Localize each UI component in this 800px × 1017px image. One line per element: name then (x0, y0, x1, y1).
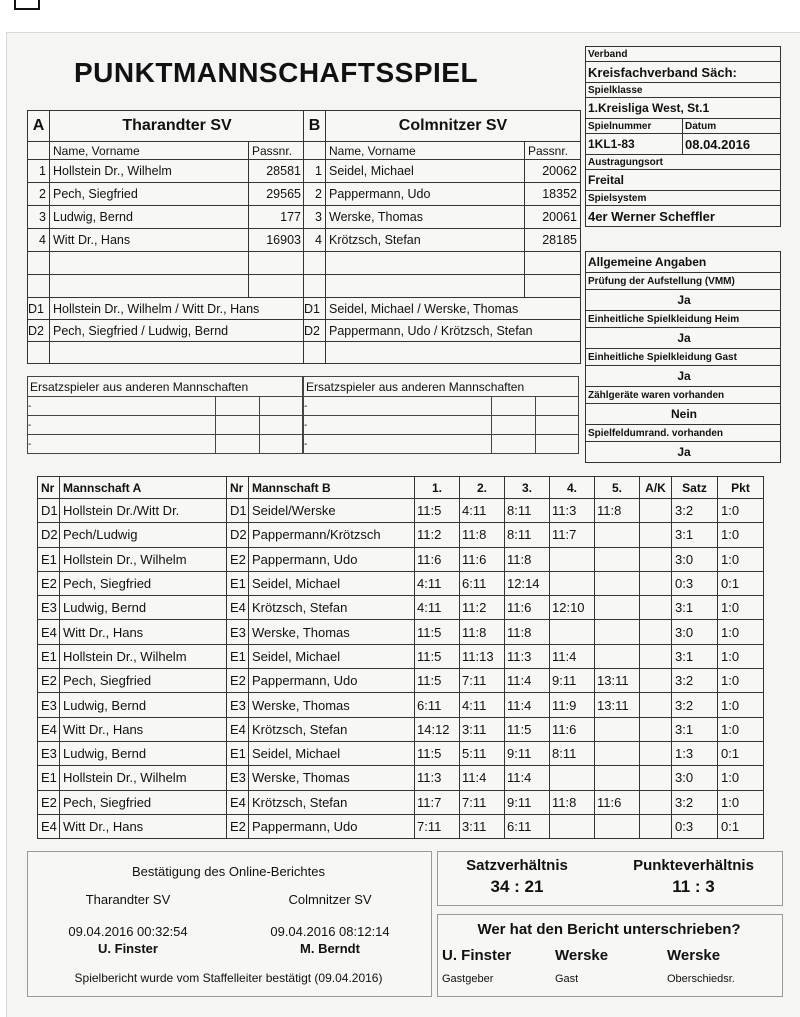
ak (640, 669, 672, 693)
player-name: Witt Dr., Hans (50, 229, 249, 252)
points: 0:1 (718, 571, 764, 595)
sets-total: 3:0 (672, 766, 718, 790)
set-3: 11:4 (505, 669, 550, 693)
set-3: 9:11 (505, 741, 550, 765)
match-nr-a: E2 (38, 571, 60, 595)
set-4 (550, 620, 595, 644)
player-b: Pappermann/Krötzsch (249, 523, 415, 547)
player-b: Krötzsch, Stefan (249, 717, 415, 741)
points: 1:0 (718, 620, 764, 644)
sets-total: 3:2 (672, 693, 718, 717)
set-3: 11:6 (505, 596, 550, 620)
verband-value: Kreisfachverband Säch: (586, 62, 781, 83)
results-body (38, 477, 764, 839)
signed-guest-name: Werske (555, 947, 609, 964)
player-b: Pappermann, Udo (249, 814, 415, 838)
results-header: 4. (550, 477, 595, 499)
corner-mark (14, 0, 40, 10)
player-num: 2 (304, 183, 326, 206)
player-pass: 20061 (525, 206, 581, 229)
general-item-label: Zählgeräte waren vorhanden (586, 387, 781, 404)
match-nr-a: E3 (38, 693, 60, 717)
ak (640, 766, 672, 790)
result-row (38, 523, 764, 547)
sub-dash: - (304, 416, 492, 435)
points: 1:0 (718, 523, 764, 547)
sets-total: 3:0 (672, 547, 718, 571)
match-nr-a: D2 (38, 523, 60, 547)
match-nr-b: E3 (227, 766, 249, 790)
player-a: Hollstein Dr., Wilhelm (60, 644, 227, 668)
ak (640, 741, 672, 765)
general-item-value: Ja (586, 290, 781, 311)
sets-total: 3:2 (672, 669, 718, 693)
set-3: 8:11 (505, 523, 550, 547)
player-a: Ludwig, Bernd (60, 741, 227, 765)
set-5 (595, 717, 640, 741)
substitutes-header: Ersatzspieler aus anderen Mannschaften (304, 377, 579, 397)
result-row (38, 790, 764, 814)
points: 0:1 (718, 741, 764, 765)
set-3: 11:4 (505, 693, 550, 717)
set-1: 4:11 (415, 596, 460, 620)
player-a: Pech/Ludwig (60, 523, 227, 547)
match-nr-b: D2 (227, 523, 249, 547)
set-4 (550, 766, 595, 790)
match-nr-a: E3 (38, 741, 60, 765)
general-item-label: Einheitliche Spielkleidung Gast (586, 349, 781, 366)
team-a-label: A (28, 111, 50, 142)
set-5: 11:6 (595, 790, 640, 814)
player-a: Hollstein Dr., Wilhelm (60, 766, 227, 790)
confirm-team-a: Tharandter SV (85, 892, 171, 907)
sets-total: 1:3 (672, 741, 718, 765)
results-header: 1. (415, 477, 460, 499)
player-name: Pech, Siegfried (50, 183, 249, 206)
substitutes-header: Ersatzspieler aus anderen Mannschaften (28, 377, 303, 397)
player-name: Hollstein Dr., Wilhelm (50, 160, 249, 183)
sets-total: 3:0 (672, 620, 718, 644)
signed-host-label: Gastgeber (442, 973, 494, 985)
ak (640, 717, 672, 741)
ak (640, 644, 672, 668)
result-row (38, 547, 764, 571)
general-item-label: Einheitliche Spielkleidung Heim (586, 311, 781, 328)
points: 1:0 (718, 669, 764, 693)
general-header: Allgemeine Angaben (586, 252, 781, 273)
confirmation-title: Bestätigung des Online-Berichtes (132, 864, 325, 879)
result-row (38, 669, 764, 693)
player-a: Pech, Siegfried (60, 790, 227, 814)
player-num: 4 (304, 229, 326, 252)
result-row (38, 596, 764, 620)
double-code: D2 (28, 320, 50, 342)
set-1: 11:3 (415, 766, 460, 790)
double-names: Hollstein Dr., Wilhelm / Witt Dr., Hans (50, 298, 305, 320)
set-4: 11:8 (550, 790, 595, 814)
datum-label: Datum (683, 119, 781, 134)
results-header: 5. (595, 477, 640, 499)
results-header: Nr (227, 477, 249, 499)
player-b: Seidel, Michael (249, 571, 415, 595)
set-1: 11:5 (415, 620, 460, 644)
match-nr-b: E4 (227, 596, 249, 620)
player-a: Ludwig, Bernd (60, 693, 227, 717)
team-b-substitutes (303, 376, 579, 454)
set-4: 8:11 (550, 741, 595, 765)
match-nr-b: E4 (227, 717, 249, 741)
player-pass: 20062 (525, 160, 581, 183)
player-num: 3 (28, 206, 50, 229)
player-name: Krötzsch, Stefan (326, 229, 525, 252)
set-5 (595, 620, 640, 644)
spielklasse-value: 1.Kreisliga West, St.1 (586, 98, 781, 119)
set-5: 11:8 (595, 499, 640, 523)
match-nr-a: E1 (38, 766, 60, 790)
match-nr-b: D1 (227, 499, 249, 523)
set-2: 11:8 (460, 523, 505, 547)
confirm-time-a: 09.04.2016 00:32:54 (68, 924, 188, 939)
match-nr-b: E1 (227, 571, 249, 595)
player-pass: 28185 (525, 229, 581, 252)
set-1: 7:11 (415, 814, 460, 838)
set-4: 11:3 (550, 499, 595, 523)
ak (640, 693, 672, 717)
result-row (38, 571, 764, 595)
sets-total: 0:3 (672, 814, 718, 838)
team-b-col-name: Name, Vorname (326, 142, 525, 160)
ak (640, 814, 672, 838)
set-3: 12:14 (505, 571, 550, 595)
team-a-col-name: Name, Vorname (50, 142, 249, 160)
sub-dash: - (304, 397, 492, 416)
general-item-value: Ja (586, 328, 781, 349)
player-name: Werske, Thomas (326, 206, 525, 229)
player-b: Werske, Thomas (249, 620, 415, 644)
player-b: Pappermann, Udo (249, 547, 415, 571)
results-header: Mannschaft B (249, 477, 415, 499)
player-num: 4 (28, 229, 50, 252)
team-a-table (27, 110, 305, 364)
datum-value: 08.04.2016 (683, 134, 781, 155)
results-table (37, 476, 764, 839)
player-num: 3 (304, 206, 326, 229)
points: 1:0 (718, 693, 764, 717)
player-a: Pech, Siegfried (60, 669, 227, 693)
player-b: Werske, Thomas (249, 693, 415, 717)
match-nr-a: E3 (38, 596, 60, 620)
set-2: 7:11 (460, 790, 505, 814)
set-1: 11:5 (415, 741, 460, 765)
player-name: Seidel, Michael (326, 160, 525, 183)
set-2: 4:11 (460, 693, 505, 717)
result-row (38, 499, 764, 523)
points: 1:0 (718, 596, 764, 620)
player-a: Witt Dr., Hans (60, 717, 227, 741)
team-a-name: Tharandter SV (50, 111, 305, 142)
set-5 (595, 523, 640, 547)
player-num: 1 (28, 160, 50, 183)
points: 1:0 (718, 644, 764, 668)
match-nr-a: E1 (38, 547, 60, 571)
set-4: 11:6 (550, 717, 595, 741)
result-row (38, 814, 764, 838)
player-num: 1 (304, 160, 326, 183)
player-b: Seidel, Michael (249, 741, 415, 765)
points: 1:0 (718, 790, 764, 814)
result-row (38, 741, 764, 765)
result-row (38, 644, 764, 668)
system-label: Spielsystem (586, 191, 781, 206)
player-num: 2 (28, 183, 50, 206)
set-4: 12:10 (550, 596, 595, 620)
player-b: Seidel, Michael (249, 644, 415, 668)
points: 1:0 (718, 717, 764, 741)
player-pass: 28581 (249, 160, 305, 183)
double-names: Pappermann, Udo / Krötzsch, Stefan (326, 320, 581, 342)
set-3: 11:3 (505, 644, 550, 668)
ak (640, 547, 672, 571)
set-2: 11:8 (460, 620, 505, 644)
team-a-substitutes (27, 376, 303, 454)
set-1: 11:5 (415, 669, 460, 693)
double-code: D2 (304, 320, 326, 342)
set-4 (550, 814, 595, 838)
match-nr-a: E2 (38, 790, 60, 814)
match-nr-b: E1 (227, 741, 249, 765)
sub-dash: - (28, 435, 216, 454)
double-names: Seidel, Michael / Werske, Thomas (326, 298, 581, 320)
player-b: Werske, Thomas (249, 766, 415, 790)
set-2: 11:2 (460, 596, 505, 620)
match-nr-a: E4 (38, 717, 60, 741)
signed-ref-name: Werske (667, 947, 721, 964)
sets-total: 3:1 (672, 596, 718, 620)
player-a: Hollstein Dr., Wilhelm (60, 547, 227, 571)
sub-dash: - (28, 397, 216, 416)
ak (640, 499, 672, 523)
ort-value: Freital (586, 170, 781, 191)
player-pass: 16903 (249, 229, 305, 252)
result-row (38, 717, 764, 741)
sets-total: 0:3 (672, 571, 718, 595)
match-info (585, 46, 781, 227)
points-ratio-value: 11 : 3 (672, 877, 715, 896)
set-5: 13:11 (595, 693, 640, 717)
match-nr-a: E4 (38, 814, 60, 838)
set-1: 11:7 (415, 790, 460, 814)
team-b-label: B (304, 111, 326, 142)
player-pass: 29565 (249, 183, 305, 206)
player-a: Hollstein Dr./Witt Dr. (60, 499, 227, 523)
sets-ratio-value: 34 : 21 (490, 877, 544, 896)
set-3: 11:4 (505, 766, 550, 790)
set-2: 5:11 (460, 741, 505, 765)
results-header-row (38, 477, 764, 499)
set-4 (550, 571, 595, 595)
results-header: Nr (38, 477, 60, 499)
sub-dash: - (28, 416, 216, 435)
points: 1:0 (718, 499, 764, 523)
sets-total: 3:2 (672, 499, 718, 523)
set-1: 11:2 (415, 523, 460, 547)
player-a: Pech, Siegfried (60, 571, 227, 595)
team-b-table (303, 110, 581, 364)
sets-ratio-label: Satzverhältnis (466, 857, 568, 874)
confirm-team-b: Colmnitzer SV (288, 892, 372, 907)
player-b: Krötzsch, Stefan (249, 596, 415, 620)
set-2: 7:11 (460, 669, 505, 693)
general-item-value: Ja (586, 366, 781, 387)
ak (640, 571, 672, 595)
result-row (38, 620, 764, 644)
set-1: 14:12 (415, 717, 460, 741)
set-4 (550, 547, 595, 571)
player-a: Witt Dr., Hans (60, 814, 227, 838)
set-2: 11:6 (460, 547, 505, 571)
set-5 (595, 814, 640, 838)
set-1: 6:11 (415, 693, 460, 717)
sub-dash: - (304, 435, 492, 454)
points: 1:0 (718, 766, 764, 790)
results-header: Satz (672, 477, 718, 499)
confirm-time-b: 09.04.2016 08:12:14 (270, 924, 390, 939)
team-b-name: Colmnitzer SV (326, 111, 581, 142)
player-b: Krötzsch, Stefan (249, 790, 415, 814)
set-5 (595, 547, 640, 571)
set-4: 9:11 (550, 669, 595, 693)
player-pass: 177 (249, 206, 305, 229)
general-item-label: Prüfung der Aufstellung (VMM) (586, 273, 781, 290)
confirm-person-b: M. Berndt (300, 941, 360, 956)
match-nr-b: E2 (227, 547, 249, 571)
team-b-col-pass: Passnr. (525, 142, 581, 160)
ak (640, 596, 672, 620)
set-1: 11:5 (415, 644, 460, 668)
set-1: 11:5 (415, 499, 460, 523)
set-2: 6:11 (460, 571, 505, 595)
set-3: 8:11 (505, 499, 550, 523)
spielklasse-label: Spielklasse (586, 83, 781, 98)
confirm-footer: Spielbericht wurde vom Staffelleiter bestätigt (09.04.2016) (74, 971, 383, 985)
set-2: 11:13 (460, 644, 505, 668)
set-1: 4:11 (415, 571, 460, 595)
points: 1:0 (718, 547, 764, 571)
set-5: 13:11 (595, 669, 640, 693)
set-4: 11:7 (550, 523, 595, 547)
sets-total: 3:1 (672, 644, 718, 668)
player-a: Witt Dr., Hans (60, 620, 227, 644)
signed-ref-label: Oberschiedsr. (667, 973, 735, 985)
result-row (38, 766, 764, 790)
ak (640, 790, 672, 814)
player-a: Ludwig, Bernd (60, 596, 227, 620)
set-5 (595, 741, 640, 765)
match-nr-a: E2 (38, 669, 60, 693)
match-nr-b: E2 (227, 814, 249, 838)
set-3: 11:8 (505, 547, 550, 571)
sets-total: 3:1 (672, 523, 718, 547)
results-header: A/K (640, 477, 672, 499)
signed-guest-label: Gast (555, 973, 579, 985)
sets-total: 3:1 (672, 717, 718, 741)
results-header: 2. (460, 477, 505, 499)
spielnummer-value: 1KL1-83 (586, 134, 683, 155)
player-name: Pappermann, Udo (326, 183, 525, 206)
team-a-col-pass: Passnr. (249, 142, 305, 160)
ak (640, 620, 672, 644)
set-5 (595, 596, 640, 620)
general-info (585, 251, 781, 463)
set-4: 11:4 (550, 644, 595, 668)
spielnummer-label: Spielnummer (586, 119, 683, 134)
set-2: 3:11 (460, 717, 505, 741)
results-header: 3. (505, 477, 550, 499)
set-3: 9:11 (505, 790, 550, 814)
set-5 (595, 766, 640, 790)
match-nr-a: E4 (38, 620, 60, 644)
page-title: PUNKTMANNSCHAFTSSPIEL (74, 57, 479, 88)
player-name: Ludwig, Bernd (50, 206, 249, 229)
match-nr-b: E4 (227, 790, 249, 814)
player-b: Seidel/Werske (249, 499, 415, 523)
ak (640, 523, 672, 547)
points: 0:1 (718, 814, 764, 838)
set-2: 3:11 (460, 814, 505, 838)
signed-question: Wer hat den Bericht unterschrieben? (477, 921, 741, 938)
match-nr-a: D1 (38, 499, 60, 523)
set-4: 11:9 (550, 693, 595, 717)
sets-total: 3:2 (672, 790, 718, 814)
results-header: Mannschaft A (60, 477, 227, 499)
confirm-person-a: U. Finster (98, 941, 158, 956)
system-value: 4er Werner Scheffler (586, 206, 781, 227)
double-code: D1 (28, 298, 50, 320)
results-header: Pkt (718, 477, 764, 499)
double-names: Pech, Siegfried / Ludwig, Bernd (50, 320, 305, 342)
double-code: D1 (304, 298, 326, 320)
set-3: 11:8 (505, 620, 550, 644)
signed-host-name: U. Finster (442, 947, 512, 964)
set-5 (595, 571, 640, 595)
set-3: 6:11 (505, 814, 550, 838)
general-item-value: Nein (586, 404, 781, 425)
set-5 (595, 644, 640, 668)
set-1: 11:6 (415, 547, 460, 571)
match-nr-a: E1 (38, 644, 60, 668)
ort-label: Austragungsort (586, 155, 781, 170)
match-nr-b: E3 (227, 620, 249, 644)
set-3: 11:5 (505, 717, 550, 741)
match-nr-b: E1 (227, 644, 249, 668)
set-2: 11:4 (460, 766, 505, 790)
general-item-label: Spielfeldumrand. vorhanden (586, 425, 781, 442)
player-pass: 18352 (525, 183, 581, 206)
match-nr-b: E3 (227, 693, 249, 717)
result-row (38, 693, 764, 717)
verband-label: Verband (586, 47, 781, 62)
player-b: Pappermann, Udo (249, 669, 415, 693)
general-item-value: Ja (586, 442, 781, 463)
match-nr-b: E2 (227, 669, 249, 693)
set-2: 4:11 (460, 499, 505, 523)
points-ratio-label: Punkteverhältnis (633, 857, 754, 874)
